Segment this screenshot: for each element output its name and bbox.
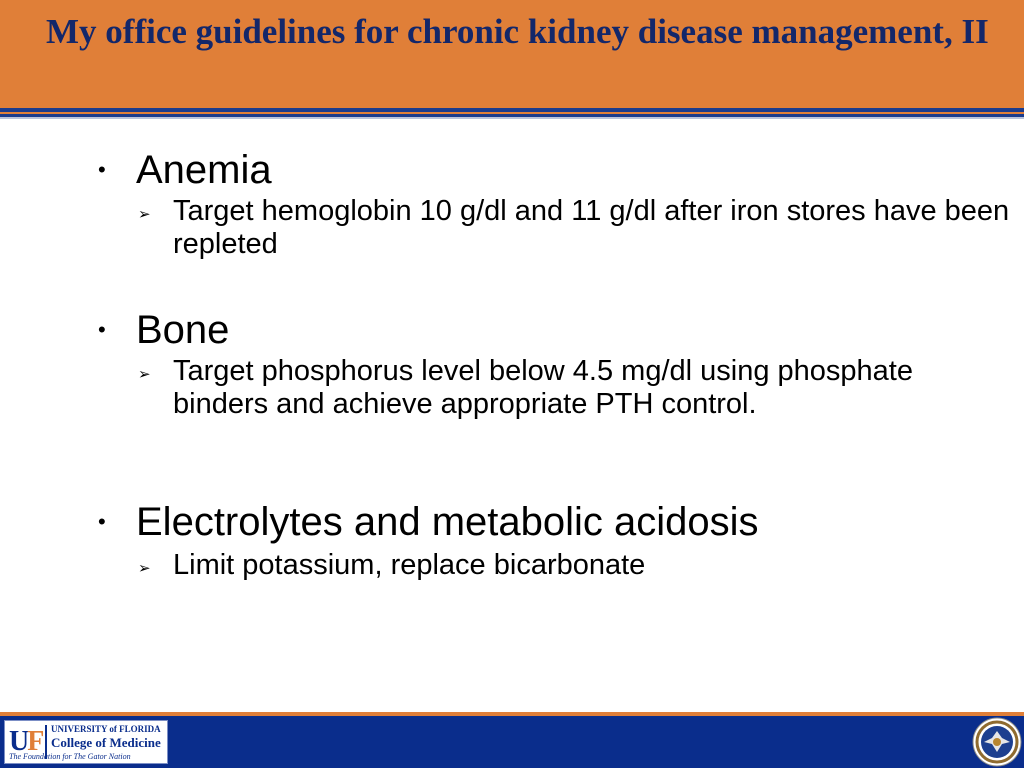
section-heading: Electrolytes and metabolic acidosis <box>136 500 759 544</box>
logo-university-line: UNIVERSITY of FLORIDA <box>51 724 161 734</box>
section-item: Limit potassium, replace bicarbonate <box>173 549 646 581</box>
section-heading: Bone <box>136 308 230 352</box>
uf-college-of-medicine-logo <box>4 720 168 764</box>
arrow-bullet-icon: ➢ <box>138 205 151 223</box>
section-item: Target phosphorus level below 4.5 mg/dl using phosphate binders and achieve appropriate PTH control. <box>173 355 913 420</box>
uf-monogram: UF <box>9 726 43 757</box>
slide-title: My office guidelines for chronic kidney disease management, II <box>46 12 989 51</box>
logo-tagline: The Foundation for The Gator Nation <box>9 752 131 761</box>
arrow-bullet-icon: ➢ <box>138 365 151 383</box>
section-heading: Anemia <box>136 148 272 192</box>
arrow-bullet-icon: ➢ <box>138 559 151 577</box>
logo-college-line: College of Medicine <box>51 735 161 750</box>
bullet-icon: • <box>98 509 106 534</box>
va-seal-icon <box>972 717 1022 767</box>
section-item: Target hemoglobin 10 g/dl and 11 g/dl after iron stores have been repleted <box>173 195 1010 260</box>
bullet-icon: • <box>98 317 106 342</box>
bullet-icon: • <box>98 157 106 182</box>
